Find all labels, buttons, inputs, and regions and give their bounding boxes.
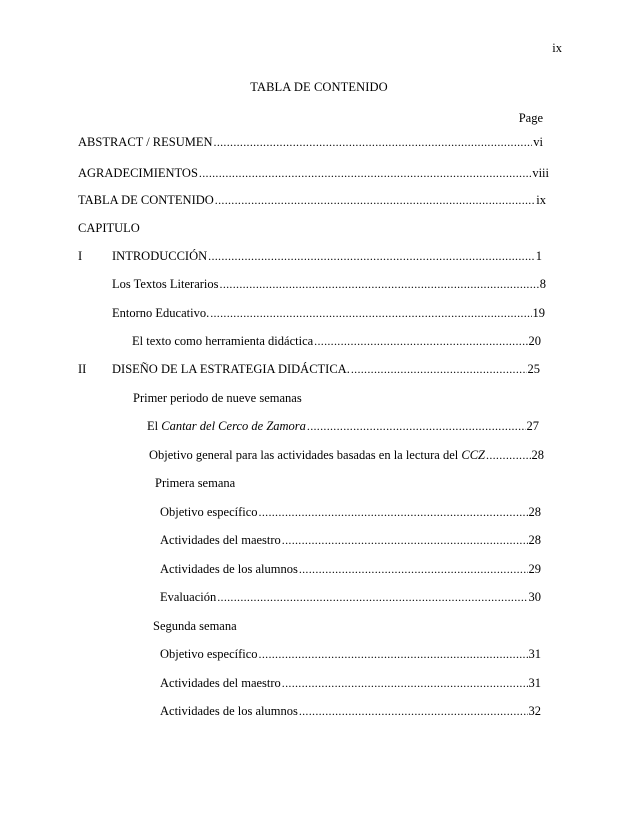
toc-page-number: 1 <box>535 249 542 263</box>
toc-leader-dots <box>220 275 539 293</box>
toc-entry <box>160 645 541 663</box>
toc-entry-label <box>147 417 306 435</box>
toc-entry <box>78 133 543 151</box>
toc-entry-label: Actividades del maestro <box>160 533 281 547</box>
toc-entry-label: Primer periodo de nueve semanas <box>133 391 302 405</box>
toc-entry-label: ABSTRACT / RESUMEN <box>78 135 213 149</box>
toc-page-number: 25 <box>527 362 540 376</box>
toc-leader-dots <box>214 133 533 151</box>
toc-leader-dots <box>299 560 528 578</box>
toc-entry <box>112 304 545 322</box>
toc-page-number: 28 <box>528 505 541 519</box>
toc-entry <box>149 446 544 464</box>
toc-entry <box>132 332 541 350</box>
toc-entry <box>160 702 541 720</box>
toc-leader-dots <box>307 417 526 435</box>
toc-entry-label: Objetivo específico <box>160 505 258 519</box>
toc-page-number: 31 <box>528 647 541 661</box>
toc-entry <box>78 360 540 378</box>
toc-page-number: 28 <box>531 448 544 462</box>
page-title: TABLA DE CONTENIDO <box>250 80 388 94</box>
toc-entry <box>133 389 302 407</box>
toc-entry <box>160 503 541 521</box>
toc-page-number: 20 <box>528 334 541 348</box>
toc-chapter-number: II <box>78 362 87 376</box>
toc-page-number: ix <box>536 193 546 207</box>
toc-page-number: 29 <box>528 562 541 576</box>
toc-chapter-number: I <box>78 249 83 263</box>
toc-entry-label: Actividades de los alumnos <box>160 704 298 718</box>
toc-entry-label: El texto como herramienta didáctica <box>132 334 314 348</box>
toc-page-number: 27 <box>526 419 539 433</box>
toc-entry <box>160 588 541 606</box>
toc-entry-label: INTRODUCCIÓN <box>112 249 208 263</box>
toc-label-italic: CCZ <box>461 448 486 462</box>
toc-entry-label: Los Textos Literarios <box>112 277 219 291</box>
toc-page-number: vi <box>533 135 543 149</box>
toc-label-part: El <box>147 419 162 433</box>
toc-leader-dots <box>282 531 528 549</box>
toc-entry-label: AGRADECIMIENTOS <box>78 166 198 180</box>
toc-entry-label: Entorno Educativo. <box>112 306 210 320</box>
toc-entry-label: Evaluación <box>160 590 217 604</box>
toc-leader-dots <box>215 191 535 209</box>
toc-leader-dots <box>351 360 527 378</box>
toc-leader-dots <box>208 247 535 265</box>
toc-page-number: 31 <box>528 676 541 690</box>
toc-entry <box>112 275 546 293</box>
toc-entry <box>160 674 541 692</box>
toc-page-number: viii <box>532 166 549 180</box>
page-number: ix <box>552 41 562 55</box>
toc-entry <box>147 417 539 435</box>
toc-leader-dots <box>282 674 528 692</box>
toc-page-number: 32 <box>528 704 541 718</box>
toc-entry <box>160 560 541 578</box>
toc-page-number: 19 <box>532 306 545 320</box>
toc-leader-dots <box>259 645 528 663</box>
toc-entry <box>153 617 237 635</box>
toc-page-number: 28 <box>528 533 541 547</box>
toc-entry <box>155 474 235 492</box>
toc-entry-label: CAPITULO <box>78 221 140 235</box>
toc-entry-label: DISEÑO DE LA ESTRATEGIA DIDÁCTICA. <box>112 362 350 376</box>
toc-entry-label: Segunda semana <box>153 619 237 633</box>
toc-leader-dots <box>210 304 531 322</box>
toc-entry <box>78 191 546 209</box>
toc-entry-label: Actividades de los alumnos <box>160 562 298 576</box>
toc-page-number: 30 <box>528 590 541 604</box>
toc-leader-dots <box>486 446 530 464</box>
toc-entry <box>78 247 542 265</box>
toc-leader-dots <box>259 503 528 521</box>
toc-entry <box>78 219 140 237</box>
toc-leader-dots <box>199 164 531 182</box>
toc-entry-label <box>149 446 485 464</box>
toc-entry-label: Primera semana <box>155 476 236 490</box>
toc-entry-label: Objetivo específico <box>160 647 258 661</box>
toc-entry <box>160 531 541 549</box>
toc-page-number: 8 <box>539 277 546 291</box>
toc-label-italic: Cantar del Cerco de Zamora <box>161 419 306 433</box>
toc-entry <box>78 164 549 182</box>
toc-leader-dots <box>299 702 528 720</box>
page-column-header: Page <box>518 111 543 125</box>
toc-leader-dots <box>217 588 527 606</box>
toc-entry-label: Actividades del maestro <box>160 676 281 690</box>
toc-leader-dots <box>314 332 527 350</box>
toc-label-part: Objetivo general para las actividades basadas en la lectura del <box>149 448 462 462</box>
toc-entry-label: TABLA DE CONTENIDO <box>78 193 214 207</box>
